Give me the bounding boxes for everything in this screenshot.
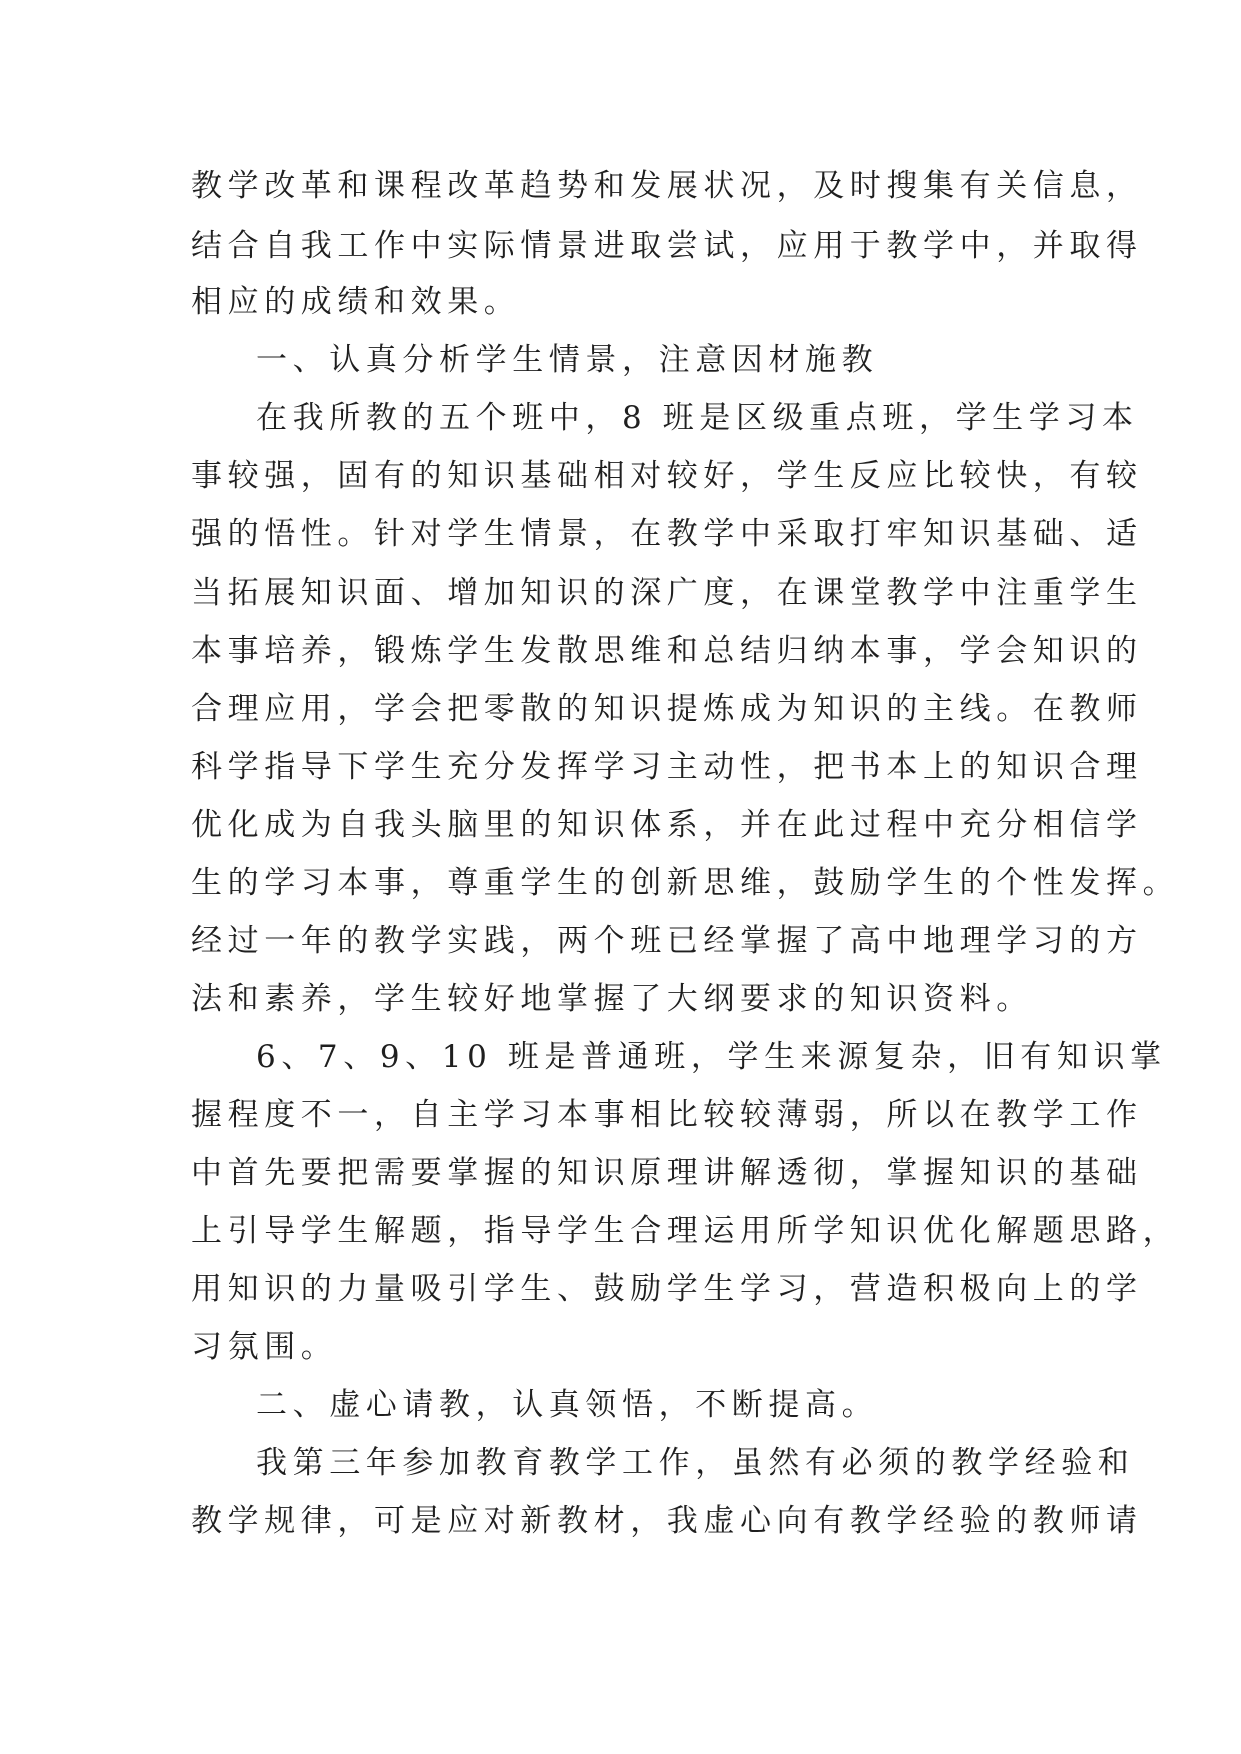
text-line: 本事培养，锻炼学生发散思维和总结归纳本事，学会知识的: [191, 633, 1143, 669]
text-line: 6、7、9、10 班是普通班，学生来源复杂，旧有知识掌: [256, 1039, 1167, 1075]
text-line: 当拓展知识面、增加知识的深广度，在课堂教学中注重学生: [191, 575, 1143, 611]
section-heading: 一、认真分析学生情景，注意因材施教: [256, 342, 879, 378]
text-line: 握程度不一，自主学习本事相比较较薄弱，所以在教学工作: [191, 1097, 1143, 1133]
text-line: 合理应用，学会把零散的知识提炼成为知识的主线。在教师: [191, 691, 1143, 727]
text-line: 法和素养，学生较好地掌握了大纲要求的知识资料。: [191, 981, 1033, 1017]
text-line: 经过一年的教学实践，两个班已经掌握了高中地理学习的方: [191, 923, 1143, 959]
text-line: 在我所教的五个班中，8 班是区级重点班，学生学习本: [256, 400, 1139, 436]
text-line: 相应的成绩和效果。: [191, 284, 521, 320]
text-line: 优化成为自我头脑里的知识体系，并在此过程中充分相信学: [191, 807, 1143, 843]
text-line: 用知识的力量吸引学生、鼓励学生学习，营造积极向上的学: [191, 1271, 1143, 1307]
text-line: 强的悟性。针对学生情景，在教学中采取打牢知识基础、适: [191, 516, 1143, 552]
text-line: 中首先要把需要掌握的知识原理讲解透彻，掌握知识的基础: [191, 1155, 1143, 1191]
text-line: 科学指导下学生充分发挥学习主动性，把书本上的知识合理: [191, 749, 1143, 785]
text-line: 结合自我工作中实际情景进取尝试，应用于教学中，并取得: [191, 228, 1143, 264]
text-line: 我第三年参加教育教学工作，虽然有必须的教学经验和: [256, 1445, 1135, 1481]
section-heading: 二、虚心请教，认真领悟，不断提高。: [256, 1387, 879, 1423]
text-line: 教学规律，可是应对新教材，我虚心向有教学经验的教师请: [191, 1503, 1143, 1539]
text-line: 事较强，固有的知识基础相对较好，学生反应比较快，有较: [191, 458, 1143, 494]
text-line: 生的学习本事，尊重学生的创新思维，鼓励学生的个性发挥。: [191, 865, 1180, 901]
text-line: 习氛围。: [191, 1329, 338, 1365]
text-line: 教学改革和课程改革趋势和发展状况，及时搜集有关信息，: [191, 168, 1143, 204]
text-line: 上引导学生解题，指导学生合理运用所学知识优化解题思路，: [191, 1213, 1180, 1249]
